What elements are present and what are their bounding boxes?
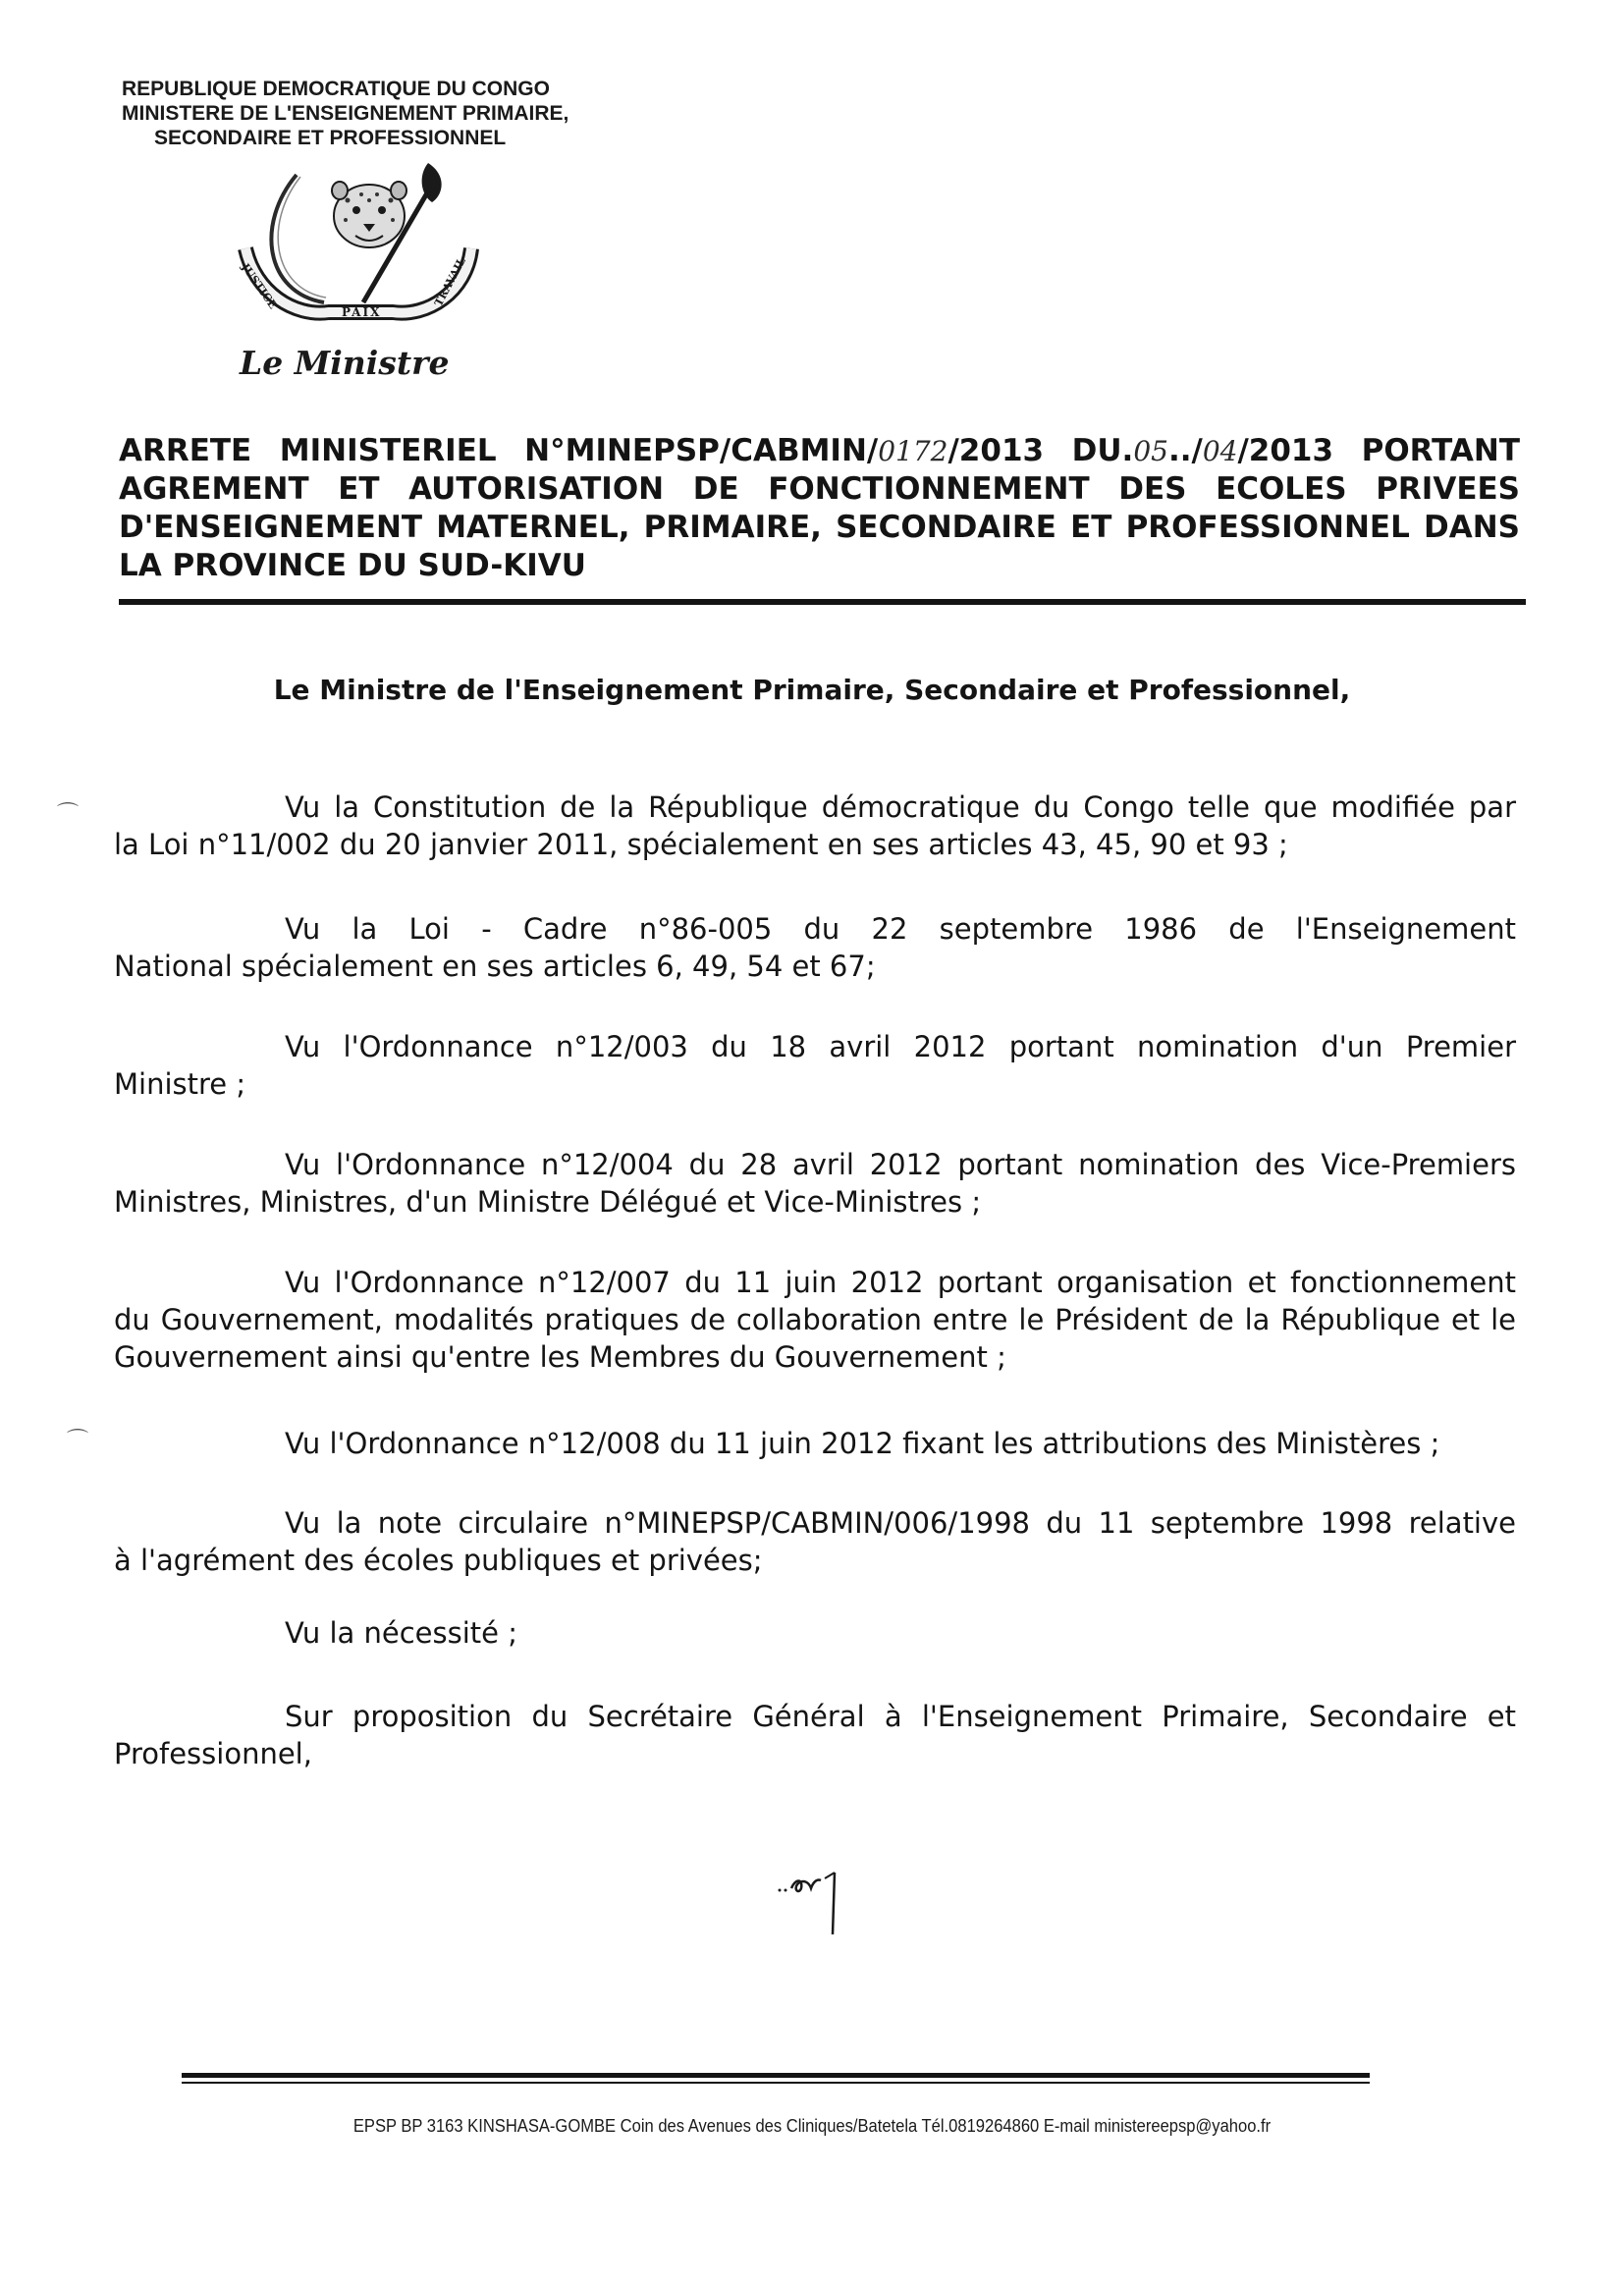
paragraph-loi-cadre: Vu la Loi - Cadre n°86-005 du 22 septembre 1986 de l'Enseignement National spécialement en ses articles 6, 49, 54 et 67; — [114, 912, 1516, 983]
decree-title-line2: AGREMENT ET AUTORISATION DE FONCTIONNEMENT DES ECOLES PRIVEES — [119, 471, 1520, 507]
paragraph-ordonnance-12-008: Vu l'Ordonnance n°12/008 du 11 juin 2012 fixant les attributions des Ministères ; — [285, 1427, 1440, 1460]
footer-address: EPSP BP 3163 KINSHASA-GOMBE Coin des Avenues des Cliniques/Batetela Tél.0819264860 E-mail ministereepsp@yahoo.fr — [352, 2116, 1272, 2136]
paragraph-note-circulaire: Vu la note circulaire n°MINEPSP/CABMIN/006/1998 du 11 septembre 1998 relative à l'agrément des écoles publiques et privées; — [114, 1506, 1516, 1577]
decree-title — [119, 432, 1520, 585]
signatory-title: Le Ministre — [240, 344, 450, 382]
paragraph-ordonnance-12-003: Vu l'Ordonnance n°12/003 du 18 avril 2012 portant nomination d'un Premier Ministre ; — [114, 1030, 1516, 1101]
paragraph-necessite: Vu la nécessité ; — [285, 1616, 517, 1650]
handwritten-initials — [776, 1861, 854, 1939]
decree-number-handwritten: 0172 — [878, 435, 948, 467]
country-name: REPUBLIQUE DEMOCRATIQUE DU CONGO — [122, 78, 550, 100]
emblem-motto-right: TRAVAIL — [432, 255, 468, 309]
decree-day-handwritten: 05 — [1133, 435, 1168, 467]
paragraph-proposition: Sur proposition du Secrétaire Général à l'Enseignement Primaire, Secondaire et Professionnel, — [114, 1700, 1516, 1770]
decree-month-handwritten: 04 — [1202, 435, 1238, 467]
margin-mark: ⌒ — [57, 802, 80, 827]
paragraph-constitution: Vu la Constitution de la République démocratique du Congo telle que modifiée par la Loi n°11/002 du 20 janvier 2011, spécialement en ses articles 43, 45, 90 et 93 ; — [114, 790, 1516, 861]
decree-title-line1: ARRETE MINISTERIEL N°MINEPSP/CABMIN/0172/2013 DU.05../04/2013 PORTANT — [119, 433, 1520, 468]
footer-rule-thick — [182, 2073, 1370, 2078]
ministry-name-line2: SECONDAIRE ET PROFESSIONNEL — [154, 127, 507, 149]
decree-title-line3: D'ENSEIGNEMENT MATERNEL, PRIMAIRE, SECONDAIRE ET PROFESSIONNEL DANS — [119, 510, 1520, 545]
coat-of-arms-emblem — [236, 155, 481, 337]
paragraph-ordonnance-12-007: Vu l'Ordonnance n°12/007 du 11 juin 2012 portant organisation et fonctionnement du Gouvernement, modalités pratiques de collaboration entre le Président de la République et le Gouvernement ainsi qu'entre les Membres du Gouvernement ; — [114, 1266, 1516, 1374]
emblem-motto-center: PAIX — [342, 305, 382, 319]
decree-title-line4: LA PROVINCE DU SUD-KIVU — [119, 548, 586, 583]
ministry-name-line1: MINISTERE DE L'ENSEIGNEMENT PRIMAIRE, — [122, 102, 569, 125]
margin-mark: ⌒ — [67, 1429, 89, 1453]
emblem-motto-left: JUSTICE — [239, 261, 280, 312]
minister-heading: Le Ministre de l'Enseignement Primaire, Secondaire et Professionnel, — [273, 674, 1351, 706]
title-divider — [119, 599, 1526, 605]
footer-rule-thin — [182, 2082, 1370, 2084]
paragraph-ordonnance-12-004: Vu l'Ordonnance n°12/004 du 28 avril 2012 portant nomination des Vice-Premiers Ministres, Ministres, d'un Ministre Délégué et Vice-Ministres ; — [114, 1148, 1516, 1219]
